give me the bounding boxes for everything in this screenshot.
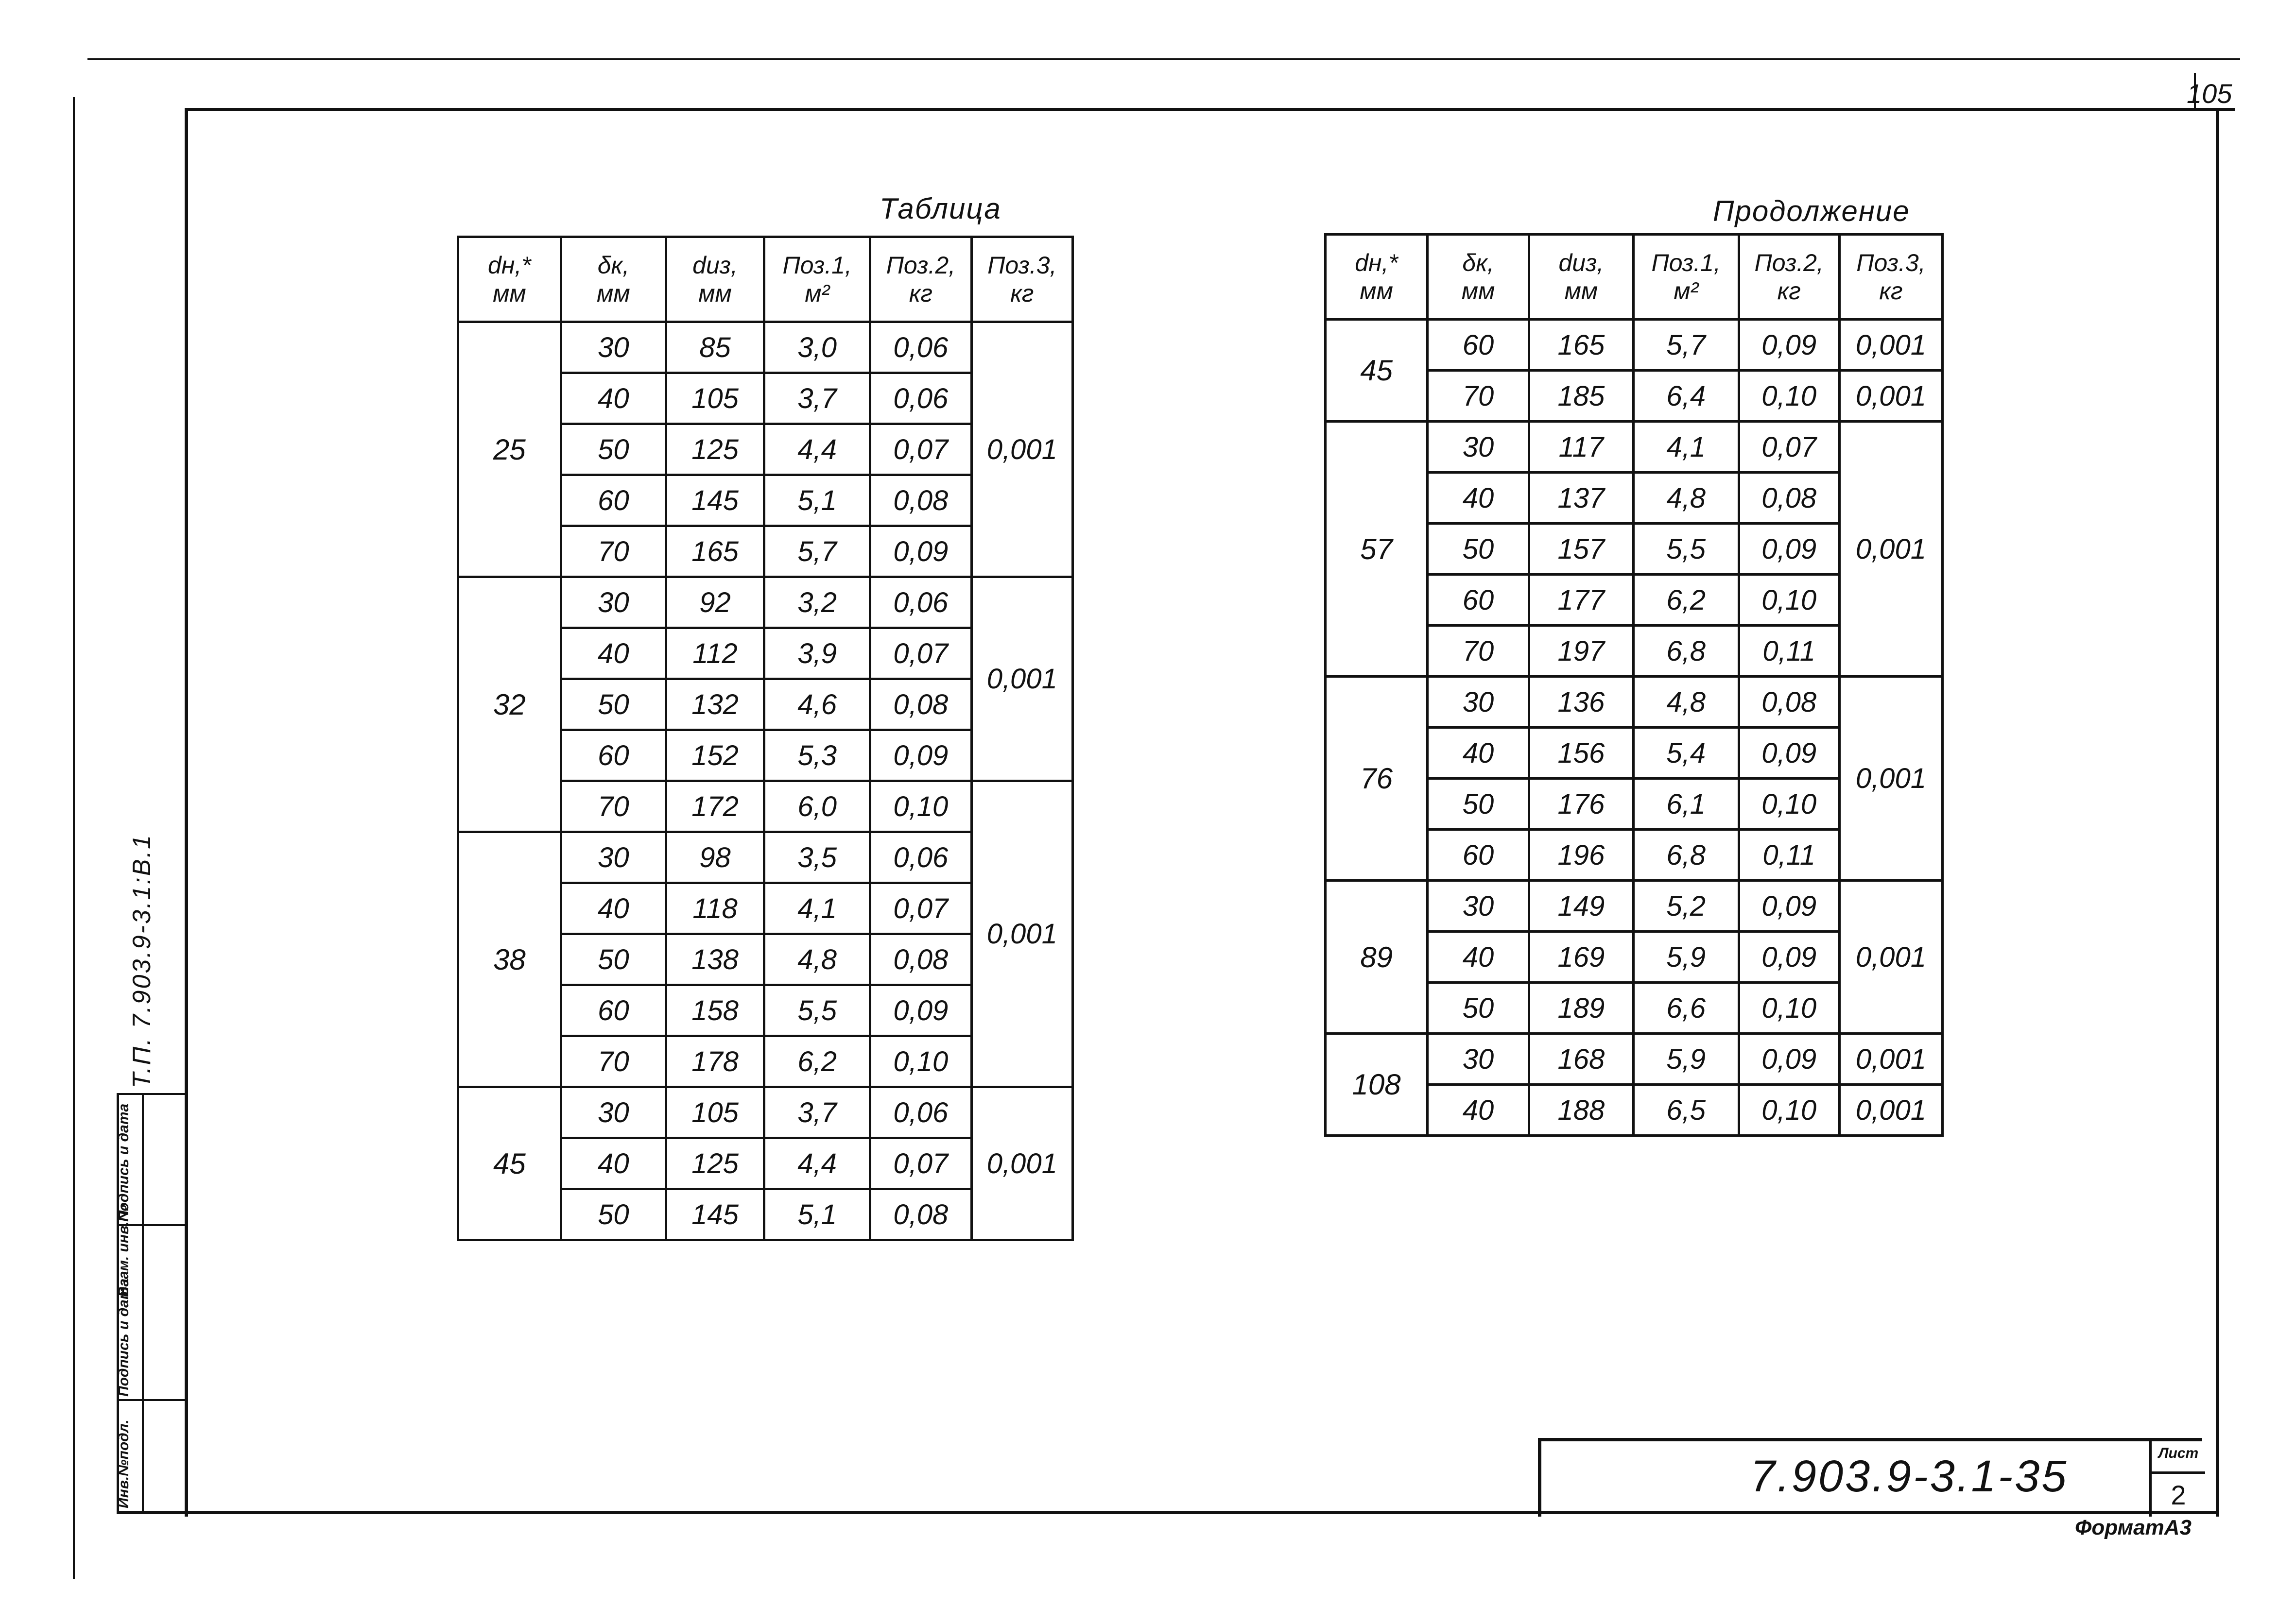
outer-diameter-cell: 108 bbox=[1326, 1034, 1428, 1136]
poz1-cell: 6,5 bbox=[1633, 1085, 1739, 1136]
poz3-cell: 0,001 bbox=[1839, 422, 1942, 677]
poz2-cell: 0,10 bbox=[870, 781, 971, 832]
poz1-cell: 6,2 bbox=[1633, 575, 1739, 626]
insulation-diameter-cell: 125 bbox=[666, 424, 764, 475]
header-row bbox=[458, 237, 1073, 322]
poz2-cell: 0,09 bbox=[1739, 932, 1839, 983]
poz3-cell: 0,001 bbox=[1839, 1085, 1942, 1136]
poz1-cell: 4,6 bbox=[764, 679, 870, 730]
poz1-cell: 3,7 bbox=[764, 1087, 870, 1138]
column-header bbox=[458, 237, 561, 322]
poz1-cell: 6,8 bbox=[1633, 626, 1739, 677]
column-header bbox=[1326, 235, 1428, 320]
poz1-cell: 6,6 bbox=[1633, 983, 1739, 1034]
header-unit: кг bbox=[1777, 277, 1801, 305]
header-symbol: dиз, bbox=[1558, 249, 1604, 276]
header-unit: кг bbox=[1010, 280, 1034, 307]
insulation-diameter-cell: 112 bbox=[666, 628, 764, 679]
header-symbol: Поз.1, bbox=[782, 252, 852, 279]
header-symbol: δк, bbox=[597, 252, 629, 279]
poz1-cell: 6,1 bbox=[1633, 779, 1739, 830]
poz2-cell: 0,06 bbox=[870, 577, 971, 628]
poz2-cell: 0,09 bbox=[1739, 728, 1839, 779]
inner-top-line bbox=[187, 108, 2235, 111]
thickness-cell: 40 bbox=[1428, 1085, 1529, 1136]
poz3-cell: 0,001 bbox=[971, 1087, 1072, 1240]
poz2-cell: 0,09 bbox=[1739, 1034, 1839, 1085]
insulation-diameter-cell: 125 bbox=[666, 1138, 764, 1189]
column-header bbox=[666, 237, 764, 322]
insulation-diameter-cell: 169 bbox=[1529, 932, 1633, 983]
outer-diameter-cell: 32 bbox=[458, 577, 561, 832]
poz3-cell: 0,001 bbox=[1839, 881, 1942, 1034]
inner-left-line bbox=[185, 108, 188, 1517]
header-unit: м² bbox=[1674, 277, 1699, 305]
header-row bbox=[1326, 235, 1943, 320]
poz2-cell: 0,06 bbox=[870, 832, 971, 883]
table-row bbox=[1326, 422, 1943, 473]
header-symbol: dн,* bbox=[488, 252, 531, 279]
insulation-diameter-cell: 165 bbox=[1529, 320, 1633, 371]
poz1-cell: 5,9 bbox=[1633, 932, 1739, 983]
table-row bbox=[1326, 881, 1943, 932]
poz2-cell: 0,07 bbox=[870, 883, 971, 934]
right-table-caption: Продолжение bbox=[1713, 195, 1910, 227]
poz1-cell: 3,2 bbox=[764, 577, 870, 628]
sheet-divider bbox=[2152, 1471, 2205, 1474]
insulation-diameter-cell: 152 bbox=[666, 730, 764, 781]
poz2-cell: 0,10 bbox=[870, 1036, 971, 1087]
title-block bbox=[1538, 1438, 2202, 1517]
insulation-diameter-cell: 168 bbox=[1529, 1034, 1633, 1085]
table-row bbox=[458, 1087, 1073, 1138]
header-unit: м² bbox=[805, 280, 830, 307]
thickness-cell: 40 bbox=[1428, 728, 1529, 779]
column-header bbox=[561, 237, 666, 322]
thickness-cell: 50 bbox=[1428, 524, 1529, 575]
poz1-cell: 3,0 bbox=[764, 322, 870, 373]
poz1-cell: 4,8 bbox=[764, 934, 870, 985]
insulation-diameter-cell: 158 bbox=[666, 985, 764, 1036]
thickness-cell: 40 bbox=[561, 373, 666, 424]
side-field-sign1: Подпись и дата bbox=[116, 1278, 132, 1397]
sheet-number: 2 bbox=[2171, 1480, 2186, 1510]
header-symbol: δк, bbox=[1462, 249, 1494, 276]
poz1-cell: 5,7 bbox=[1633, 320, 1739, 371]
poz1-cell: 3,5 bbox=[764, 832, 870, 883]
insulation-diameter-cell: 145 bbox=[666, 475, 764, 526]
poz2-cell: 0,10 bbox=[1739, 779, 1839, 830]
column-header bbox=[764, 237, 870, 322]
poz1-cell: 6,0 bbox=[764, 781, 870, 832]
poz2-cell: 0,09 bbox=[870, 526, 971, 577]
insulation-diameter-cell: 136 bbox=[1529, 677, 1633, 728]
thickness-cell: 40 bbox=[561, 628, 666, 679]
poz2-cell: 0,10 bbox=[1739, 371, 1839, 422]
poz2-cell: 0,09 bbox=[1739, 524, 1839, 575]
insulation-diameter-cell: 185 bbox=[1529, 371, 1633, 422]
header-symbol: Поз.2, bbox=[1754, 249, 1824, 276]
header-unit: мм bbox=[597, 280, 630, 307]
header-symbol: dн,* bbox=[1355, 249, 1398, 276]
poz1-cell: 5,5 bbox=[1633, 524, 1739, 575]
insulation-diameter-cell: 138 bbox=[666, 934, 764, 985]
format-label: ФорматА3 bbox=[2075, 1516, 2192, 1539]
thickness-cell: 50 bbox=[561, 679, 666, 730]
poz1-cell: 4,1 bbox=[764, 883, 870, 934]
column-header bbox=[971, 237, 1072, 322]
insulation-diameter-cell: 105 bbox=[666, 373, 764, 424]
poz2-cell: 0,08 bbox=[870, 679, 971, 730]
insulation-diameter-cell: 196 bbox=[1529, 830, 1633, 881]
poz2-cell: 0,06 bbox=[870, 1087, 971, 1138]
sheet-box bbox=[2149, 1441, 2205, 1517]
insulation-diameter-cell: 105 bbox=[666, 1087, 764, 1138]
poz3-cell: 0,001 bbox=[971, 322, 1072, 577]
side-field-zam: Взам. инв.№ bbox=[116, 1205, 132, 1297]
outer-diameter-cell: 38 bbox=[458, 832, 561, 1087]
header-unit: мм bbox=[493, 280, 526, 307]
side-strip-sep3 bbox=[117, 1399, 187, 1401]
table-row bbox=[1326, 320, 1943, 371]
poz1-cell: 5,5 bbox=[764, 985, 870, 1036]
table-row bbox=[458, 577, 1073, 628]
outer-left-line bbox=[73, 97, 75, 1579]
thickness-cell: 60 bbox=[1428, 320, 1529, 371]
poz3-cell: 0,001 bbox=[1839, 320, 1942, 371]
side-strip-sep1 bbox=[117, 1093, 187, 1095]
poz2-cell: 0,08 bbox=[1739, 677, 1839, 728]
thickness-cell: 40 bbox=[1428, 932, 1529, 983]
thickness-cell: 30 bbox=[1428, 677, 1529, 728]
insulation-diameter-cell: 197 bbox=[1529, 626, 1633, 677]
thickness-cell: 40 bbox=[561, 1138, 666, 1189]
poz2-cell: 0,11 bbox=[1739, 626, 1839, 677]
poz2-cell: 0,10 bbox=[1739, 1085, 1839, 1136]
table-row bbox=[458, 322, 1073, 373]
insulation-diameter-cell: 188 bbox=[1529, 1085, 1633, 1136]
outer-diameter-cell: 45 bbox=[458, 1087, 561, 1240]
header-unit: кг bbox=[1879, 277, 1903, 305]
poz1-cell: 4,1 bbox=[1633, 422, 1739, 473]
poz3-cell: 0,001 bbox=[1839, 677, 1942, 881]
poz1-cell: 5,4 bbox=[1633, 728, 1739, 779]
thickness-cell: 70 bbox=[561, 781, 666, 832]
thickness-cell: 30 bbox=[561, 832, 666, 883]
column-header bbox=[1739, 235, 1839, 320]
poz1-cell: 4,8 bbox=[1633, 677, 1739, 728]
poz2-cell: 0,09 bbox=[870, 730, 971, 781]
poz1-cell: 5,1 bbox=[764, 1189, 870, 1240]
insulation-diameter-cell: 117 bbox=[1529, 422, 1633, 473]
column-header bbox=[1529, 235, 1633, 320]
thickness-cell: 50 bbox=[561, 424, 666, 475]
insulation-diameter-cell: 172 bbox=[666, 781, 764, 832]
table-row bbox=[1326, 1034, 1943, 1085]
right-spec-table bbox=[1324, 233, 1944, 1137]
side-field-inv: Инв.№подл. bbox=[116, 1419, 132, 1508]
thickness-cell: 70 bbox=[561, 526, 666, 577]
header-unit: мм bbox=[698, 280, 732, 307]
thickness-cell: 30 bbox=[1428, 1034, 1529, 1085]
poz1-cell: 4,4 bbox=[764, 1138, 870, 1189]
header-unit: мм bbox=[1564, 277, 1598, 305]
insulation-diameter-cell: 92 bbox=[666, 577, 764, 628]
thickness-cell: 60 bbox=[561, 475, 666, 526]
document-code: 7.903.9-3.1-35 bbox=[1750, 1452, 2069, 1501]
insulation-diameter-cell: 165 bbox=[666, 526, 764, 577]
thickness-cell: 50 bbox=[1428, 983, 1529, 1034]
poz3-cell: 0,001 bbox=[1839, 371, 1942, 422]
thickness-cell: 50 bbox=[1428, 779, 1529, 830]
thickness-cell: 70 bbox=[561, 1036, 666, 1087]
thickness-cell: 60 bbox=[1428, 830, 1529, 881]
header-symbol: Поз.3, bbox=[1856, 249, 1926, 276]
poz2-cell: 0,09 bbox=[1739, 320, 1839, 371]
thickness-cell: 50 bbox=[561, 1189, 666, 1240]
poz1-cell: 5,2 bbox=[1633, 881, 1739, 932]
thickness-cell: 30 bbox=[1428, 422, 1529, 473]
column-header bbox=[1633, 235, 1739, 320]
poz1-cell: 6,2 bbox=[764, 1036, 870, 1087]
column-header bbox=[1839, 235, 1942, 320]
header-symbol: dиз, bbox=[692, 252, 738, 279]
outer-diameter-cell: 57 bbox=[1326, 422, 1428, 677]
outer-diameter-cell: 45 bbox=[1326, 320, 1428, 422]
poz2-cell: 0,08 bbox=[870, 1189, 971, 1240]
poz2-cell: 0,07 bbox=[870, 1138, 971, 1189]
poz2-cell: 0,09 bbox=[1739, 881, 1839, 932]
thickness-cell: 30 bbox=[561, 322, 666, 373]
left-table-caption: Таблица bbox=[880, 192, 1001, 225]
poz2-cell: 0,07 bbox=[1739, 422, 1839, 473]
poz2-cell: 0,07 bbox=[870, 628, 971, 679]
outer-diameter-cell: 25 bbox=[458, 322, 561, 577]
insulation-diameter-cell: 156 bbox=[1529, 728, 1633, 779]
insulation-diameter-cell: 176 bbox=[1529, 779, 1633, 830]
poz3-cell: 0,001 bbox=[1839, 1034, 1942, 1085]
poz1-cell: 4,8 bbox=[1633, 473, 1739, 524]
poz2-cell: 0,10 bbox=[1739, 983, 1839, 1034]
header-unit: кг bbox=[909, 280, 932, 307]
insulation-diameter-cell: 137 bbox=[1529, 473, 1633, 524]
inner-right-line bbox=[2216, 108, 2219, 1517]
thickness-cell: 60 bbox=[1428, 575, 1529, 626]
poz1-cell: 5,1 bbox=[764, 475, 870, 526]
thickness-cell: 60 bbox=[561, 985, 666, 1036]
header-symbol: Поз.2, bbox=[886, 252, 956, 279]
poz3-cell: 0,001 bbox=[971, 781, 1072, 1087]
poz2-cell: 0,08 bbox=[1739, 473, 1839, 524]
column-header bbox=[1428, 235, 1529, 320]
thickness-cell: 60 bbox=[561, 730, 666, 781]
poz2-cell: 0,09 bbox=[870, 985, 971, 1036]
poz1-cell: 3,9 bbox=[764, 628, 870, 679]
poz1-cell: 6,4 bbox=[1633, 371, 1739, 422]
outer-diameter-cell: 76 bbox=[1326, 677, 1428, 881]
header-unit: мм bbox=[1360, 277, 1393, 305]
thickness-cell: 70 bbox=[1428, 626, 1529, 677]
poz2-cell: 0,08 bbox=[870, 934, 971, 985]
side-field-sign2: Подпись и дата bbox=[116, 1103, 132, 1222]
insulation-diameter-cell: 145 bbox=[666, 1189, 764, 1240]
insulation-diameter-cell: 149 bbox=[1529, 881, 1633, 932]
poz2-cell: 0,11 bbox=[1739, 830, 1839, 881]
insulation-diameter-cell: 178 bbox=[666, 1036, 764, 1087]
table-row bbox=[1326, 677, 1943, 728]
insulation-diameter-cell: 98 bbox=[666, 832, 764, 883]
poz1-cell: 5,3 bbox=[764, 730, 870, 781]
insulation-diameter-cell: 157 bbox=[1529, 524, 1633, 575]
poz2-cell: 0,06 bbox=[870, 373, 971, 424]
header-symbol: Поз.3, bbox=[987, 252, 1057, 279]
insulation-diameter-cell: 132 bbox=[666, 679, 764, 730]
page-number: 105 bbox=[2187, 78, 2232, 109]
poz3-cell: 0,001 bbox=[971, 577, 1072, 781]
insulation-diameter-cell: 85 bbox=[666, 322, 764, 373]
poz2-cell: 0,10 bbox=[1739, 575, 1839, 626]
poz1-cell: 3,7 bbox=[764, 373, 870, 424]
thickness-cell: 70 bbox=[1428, 371, 1529, 422]
poz1-cell: 6,8 bbox=[1633, 830, 1739, 881]
poz1-cell: 4,4 bbox=[764, 424, 870, 475]
poz1-cell: 5,9 bbox=[1633, 1034, 1739, 1085]
outer-top-line bbox=[87, 58, 2240, 60]
thickness-cell: 40 bbox=[561, 883, 666, 934]
column-header bbox=[870, 237, 971, 322]
outer-diameter-cell: 89 bbox=[1326, 881, 1428, 1034]
side-strip-mid bbox=[142, 1093, 144, 1511]
thickness-cell: 50 bbox=[561, 934, 666, 985]
poz2-cell: 0,07 bbox=[870, 424, 971, 475]
thickness-cell: 40 bbox=[1428, 473, 1529, 524]
thickness-cell: 30 bbox=[561, 577, 666, 628]
header-symbol: Поз.1, bbox=[1651, 249, 1721, 276]
insulation-diameter-cell: 189 bbox=[1529, 983, 1633, 1034]
header-unit: мм bbox=[1461, 277, 1495, 305]
poz1-cell: 5,7 bbox=[764, 526, 870, 577]
insulation-diameter-cell: 177 bbox=[1529, 575, 1633, 626]
thickness-cell: 30 bbox=[1428, 881, 1529, 932]
side-doc-code: Т.П. 7.903.9-3.1:В.1 bbox=[128, 834, 156, 1088]
left-spec-table bbox=[457, 236, 1074, 1241]
thickness-cell: 30 bbox=[561, 1087, 666, 1138]
poz2-cell: 0,06 bbox=[870, 322, 971, 373]
poz2-cell: 0,08 bbox=[870, 475, 971, 526]
insulation-diameter-cell: 118 bbox=[666, 883, 764, 934]
sheet-label: Лист bbox=[2158, 1445, 2199, 1461]
